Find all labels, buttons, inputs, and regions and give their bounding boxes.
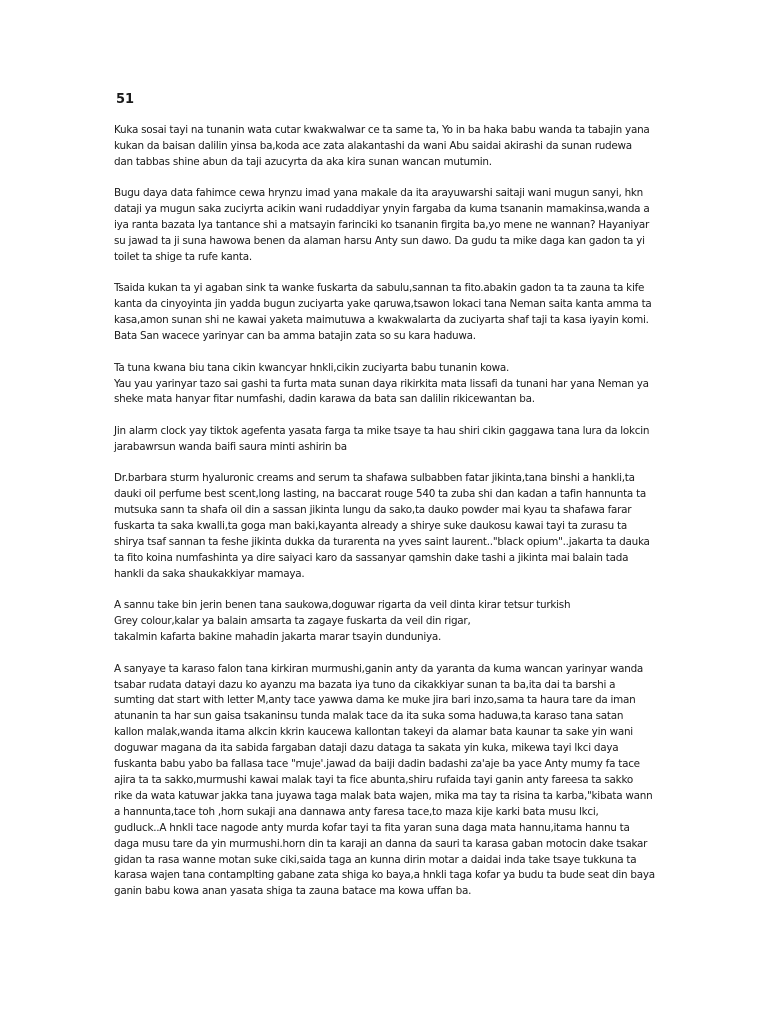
paragraph — [114, 424, 657, 456]
paragraph — [114, 361, 657, 409]
text-line: atunanin ta har sun gaisa tsakaninsu tunda malak tace da ita suka soma haduwa,ta karaso tana satan — [114, 710, 624, 723]
text-line: takalmin kafarta bakine mahadin jakarta marar tsayin dunduniya. — [114, 631, 442, 644]
text-line: gudluck..A hnkli tace nagode anty murda kofar tayi ta fita yaran suna daga mata hannu,itama hannu ta — [114, 821, 630, 834]
text-line: Kuka sosai tayi na tunanin wata cutar kwakwalwar ce ta same ta, Yo in ba haka babu wanda ta tabajin yana — [114, 124, 650, 136]
text-line: fuskanta babu yabo ba fallasa tace "muje'.jawad da baiji dadin badashi za'aje ba yace Anty mumy fa tace — [114, 758, 640, 771]
paragraph — [114, 123, 657, 171]
text-line: su jawad ta ji suna hawowa benen da alaman harsu Anty sun dawo. Da gudu ta mike daga kan gadon ta yi — [114, 235, 645, 248]
text-line: iya ranta bazata Iya tantance shi a matsayin farinciki ko tsananin firgita ba,yo mene ne wannan? Hayaniyar — [114, 219, 650, 232]
text-line: doguwar magana da ita sabida fargaban dataji dazu dataga ta sakata yin kuka, mikewa tayi lkci daya — [114, 742, 619, 755]
text-line: tsabar rudata datayi dazu ko ayanzu ma bazata iya tuno da cikakkiyar sunan ta ba,ita dai ta barshi a — [114, 678, 616, 691]
paragraph — [114, 662, 657, 901]
text-line: Tsaida kukan ta yi agaban sink ta wanke fuskarta da sabulu,sannan ta fito.abakin gadon ta ta zauna ta kife — [114, 282, 645, 295]
body-text — [114, 123, 657, 916]
text-line: Yau yau yarinyar tazo sai gashi ta furta mata sunan daya rikirkita mata lissafi da tunani har yana Neman ya — [114, 377, 649, 390]
text-line: kanta da cinyoyinta jin yadda bugun zuciyarta yake qaruwa,tsawon lokaci tana Neman saita kanta amma ta — [114, 298, 652, 311]
text-line: A sannu take bin jerin benen tana saukowa,doguwar rigarta da veil dinta kirar tetsur turkish — [114, 599, 571, 612]
text-line: kukan da baisan dalilin yinsa ba,koda ace zata alakantashi da wani Abu saidai akirashi da sunan rudewa — [114, 139, 632, 152]
text-line: Dr.barbara sturm hyaluronic creams and serum ta shafawa sulbabben fatar jikinta,tana binshi a hankli,ta — [114, 472, 635, 485]
text-line: kasa,amon sunan shi ne kawai yaketa maimutuwa a kwakwalarta da zuciyarta shaf taji ta kasa iyayin komi. — [114, 314, 649, 327]
text-line: dan tabbas shine abun da taji azucyrta da aka kira sunan wancan mutumin. — [114, 155, 492, 168]
text-line: shirya tsaf sannan ta feshe jikinta dukka da turarenta na yves saint laurent.."black opium"..jakarta ta dauka — [114, 536, 650, 548]
text-line: dataji ya mugun saka zuciyrta acikin wani rudaddiyar ynyin fargaba da kuma tsananin mamakinsa,wanda a — [114, 203, 650, 216]
paragraph — [114, 186, 657, 266]
text-line: daga musu tare da yin murmushi.horn din ta karaji an danna da sauri ta karasa gaban motocin dake tsakar — [114, 837, 648, 850]
text-line: toilet ta shige ta rufe kanta. — [114, 250, 252, 263]
text-line: kallon malak,wanda itama alkcin kkrin kaucewa kallontan takeyi da alamar bata kaunar ta sake yin wani — [114, 726, 633, 739]
text-line: Bugu daya data fahimce cewa hrynzu imad yana makale da ita arayuwarshi saitaji wani mugun sanyi, hkn — [114, 187, 644, 200]
page-number: 51 — [116, 92, 135, 107]
text-line: sheke mata hanyar fitar numfashi, dadin karawa da bata san dalilin rikicewantan ba. — [114, 393, 535, 406]
paragraph — [114, 471, 657, 582]
text-line: A sanyaye ta karaso falon tana kirkiran murmushi,ganin anty da yaranta da kuma wancan yarinyar wanda — [114, 662, 644, 675]
text-line: ta fito koina numfashinta ya dire saiyaci karo da sassanyar qamshin dake tashi a jikinta mai balain tada — [114, 551, 629, 564]
text-line: gidan ta rasa wanne motan suke ciki,saida taga an kunna dirin motar a daidai inda take tsaye tukkuna ta — [114, 853, 637, 866]
text-line: ajira ta ta sakko,murmushi kawai malak tayi ta fice abunta,shiru rufaida tayi ganin anty fareesa ta sakko — [114, 773, 633, 786]
text-line: sumting dat start with letter M,anty tace yawwa dama ke muke jira bari inzo,sama ta haura tare da iman — [114, 694, 636, 707]
text-line: fuskarta ta saka kwalli,ta goga man baki,kayanta already a shirye suke daukosu kawai tayi ta zurasu ta — [114, 520, 627, 533]
paragraph — [114, 281, 657, 345]
text-line: ganin babu kowa anan yasata shiga ta zauna batace ma kowa uffan ba. — [114, 885, 472, 898]
text-line: Bata San wacece yarinyar can ba amma batajin zata so su kara haduwa. — [114, 330, 476, 343]
paragraph — [114, 598, 657, 646]
text-line: a hannunta,tace toh ,horn sukaji ana dannawa anty faresa tace,to maza kije karki bata musu lkci, — [114, 805, 599, 818]
text-line: Ta tuna kwana biu tana cikin kwancyar hnkli,cikin zuciyarta babu tunanin kowa. — [114, 361, 510, 374]
text-line: Grey colour,kalar ya balain amsarta ta zagaye fuskarta da veil din rigar, — [114, 615, 471, 628]
text-line: jarabawrsun wanda baifi saura minti ashirin ba — [114, 440, 347, 453]
text-line: mutsuka sann ta shafa oil din a sassan jikinta lungu da sako,ta dauko powder mai kyau ta shafawa farar — [114, 504, 632, 517]
text-line: karasa wajen tana contamplting gabane zata shiga ko baya,a hnkli taga kofar ya budu ta bude seat din baya — [114, 869, 655, 882]
text-line: rike da wata katuwar jakka tana juyawa taga malak bata wajen, mika ma tay ta risina ta karba,"kibata wann — [114, 789, 653, 802]
text-line: hankli da saka shaukakkiyar mamaya. — [114, 567, 305, 580]
text-line: Jin alarm clock yay tiktok agefenta yasata farga ta mike tsaye ta hau shiri cikin gaggawa tana lura da lokcin — [114, 424, 650, 437]
text-line: dauki oil perfume best scent,long lasting, na baccarat rouge 540 ta zuba shi dan kadan a tafin hannunta ta — [114, 488, 647, 501]
